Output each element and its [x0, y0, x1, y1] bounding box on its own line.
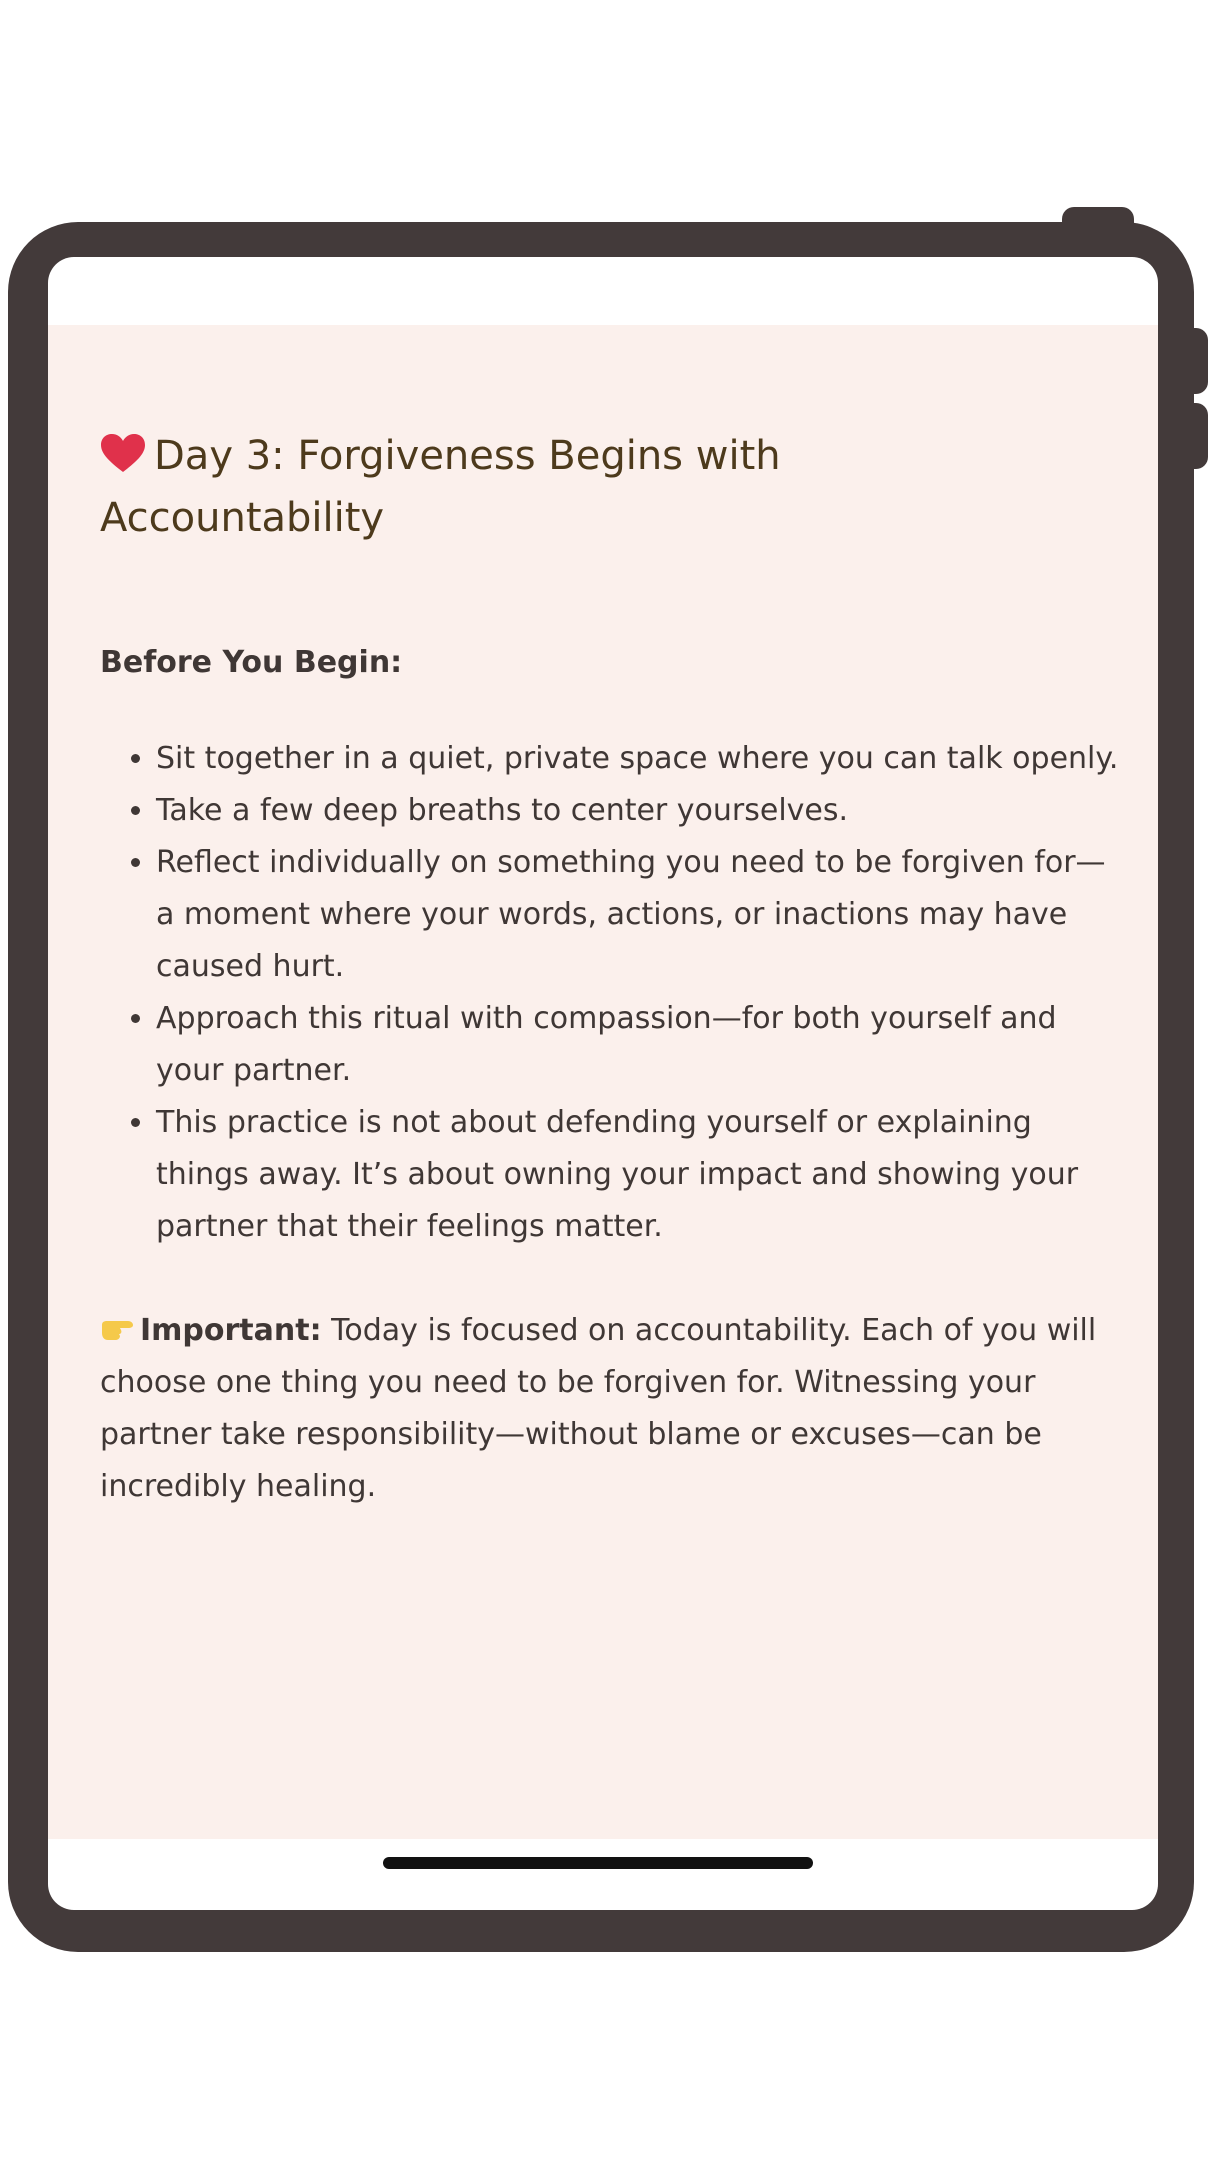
important-label: Important:: [140, 1313, 322, 1348]
page-title: [100, 425, 860, 549]
article: [100, 425, 1120, 1513]
before-heading: Before You Begin:: [100, 645, 403, 680]
page-title-text: Day 3: Forgiveness Begins with Accountability: [100, 433, 781, 541]
tablet-screen: [48, 257, 1158, 1910]
pointing-hand-icon: [100, 1315, 134, 1343]
important-note: [100, 1305, 1120, 1513]
list-item: • This practice is not about defending yourself or explaining things away. It’s about owning your impact and showing your partner that their feelings matter.: [156, 1097, 1120, 1253]
home-indicator[interactable]: [383, 1857, 813, 1869]
content-area: [48, 325, 1158, 1839]
important-text: Today is focused on accountability. Each of you will choose one thing you need to be forgiven for. Witnessing your partner take responsibility—without blame or excuses—can be incredibly healing.: [100, 1313, 1097, 1504]
list-item: • Sit together in a quiet, private space where you can talk openly.: [156, 733, 1120, 785]
list-item: • Take a few deep breaths to center yourselves.: [156, 785, 1120, 837]
list-item: • Reflect individually on something you need to be forgiven for—a moment where your words, actions, or inactions may have caused hurt.: [156, 837, 1120, 993]
list-item: • Approach this ritual with compassion—for both yourself and your partner.: [156, 993, 1120, 1097]
before-list: [100, 733, 1120, 1253]
tablet-frame: [8, 222, 1194, 1952]
heart-icon: [100, 433, 146, 473]
